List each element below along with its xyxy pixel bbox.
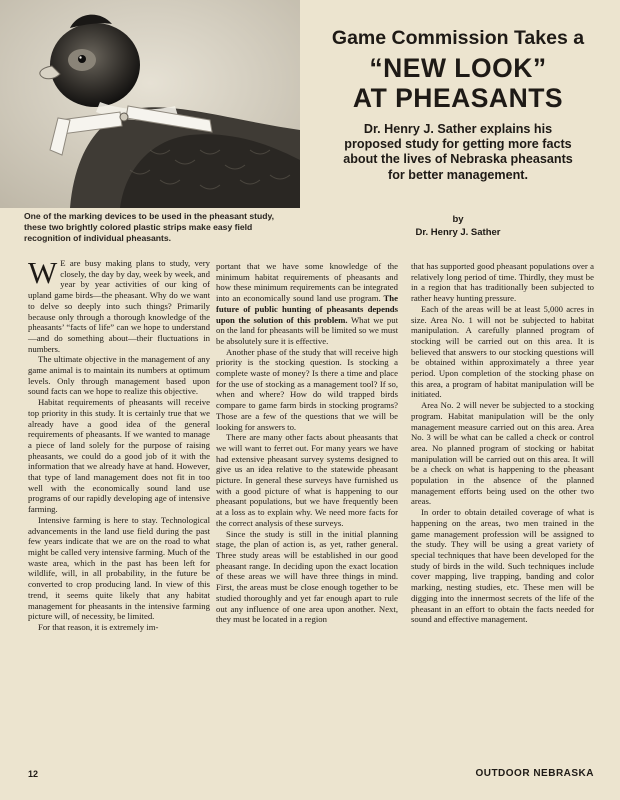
article-paragraph bbox=[411, 304, 594, 400]
article-paragraph bbox=[216, 261, 398, 347]
paragraph-text: Habitat requirements of pheasants will receive top priority in this study. It is certainly true that we already have a good idea of the general requirements of pheasants. If we wanted to manage a piece of land solely for the purpose of raising pheasants, we could do a good job of it with the information that we already have at hand. However, that type of land management does not fit in too well with the economically sound land use programs of our rapidly developing age of intensive farming. bbox=[28, 397, 210, 515]
article-paragraph bbox=[411, 400, 594, 507]
magazine-name: OUTDOOR NEBRASKA bbox=[475, 768, 594, 779]
article-paragraph bbox=[216, 347, 398, 433]
article-paragraph bbox=[216, 432, 398, 528]
article-paragraph bbox=[28, 354, 210, 397]
article-column-3 bbox=[411, 261, 594, 625]
article-paragraph bbox=[411, 507, 594, 625]
article-paragraph bbox=[28, 255, 210, 354]
paragraph-text: E are busy making plans to study, very closely, the day by day, week by week, and year by year activities of our king of upland game birds—the pheasant. Why do we want to delve so deeply into such things? Primarily because only through a thorough knowledge of the pheasants’ “facts of life” can we hope to understand—and do something about—their fluctuations in numbers. bbox=[28, 258, 210, 354]
article-paragraph bbox=[216, 529, 398, 625]
paragraph-text: There are many other facts about pheasants that we will want to ferret out. For many years we have had extensive pheasant survey systems designed to give us an idea relative to the statewide pheasant picture. In general these surveys have furnished us with a good picture of what is happening to our pheasant populations, but we have frequently been at a loss as to explain why. We need more facts for the correct analysis of these surveys. bbox=[216, 432, 398, 528]
paragraph-text: What we put on the land for pheasants will be limited so we must be absolutely sure it is effective. bbox=[216, 314, 399, 346]
headline-kicker: Game Commission Takes a bbox=[331, 27, 585, 49]
paragraph-text: portant that we have some knowledge of the minimum habitat requirements of pheasants and how these minimum requirements can be integrated into an economically sound land use program. bbox=[216, 261, 398, 304]
paragraph-text: Another phase of the study that will receive high priority is the stocking question. Is stocking a complete waste of money? Is there a time and place for the use of stocking as a management tool? If so, when and where? How do wild trapped birds compare to game farm birds in stocking programs? Those are a few of the questions that we will be looking for answers to. bbox=[216, 346, 398, 432]
byline bbox=[336, 213, 580, 239]
article-column-1 bbox=[28, 255, 210, 633]
article-paragraph bbox=[28, 515, 210, 622]
paragraph-text: Since the study is still in the initial planning stage, the plan of action is, as yet, rather general. Three study areas will be established in our good pheasant range. In deciding upon the exact location of these areas we will have three things in mind. First, the areas must be close enough together to be studied thoroughly and yet far enough apart to rule out any influence of one area upon another. Next, they must be located in a region bbox=[216, 528, 398, 625]
paragraph-text: Intensive farming is here to stay. Technological advancements in the land use field during the past few years indicate that we are on the road to what might be called very intensive farming. Much of the waste area, which in the past has been left for wildlife, will, in all probability, in the future be converted to crop producing land. In view of this trend, it seems quite likely that any habitat management for pheasants in the intensive farming picture will, of necessity, be limited. bbox=[28, 514, 210, 622]
paragraph-text: In order to obtain detailed coverage of what is happening on the areas, two men trained in the game management profession will be assigned to the study. They will be using a great variety of special techniques that have been developed for the study of birds in the wild. Such techniques include cover mapping, live trapping, banding and color marking, nesting studies, etc. These men will be digging into the innermost secrets of the life of the pheasant in an effort to obtain the facts needed for sound and effective management. bbox=[411, 507, 594, 625]
emphasized-text: The future of public hunting of pheasants depends upon the solution of this problem. bbox=[216, 293, 398, 325]
drop-cap: W bbox=[28, 255, 58, 290]
byline-by: by bbox=[452, 214, 464, 225]
article-paragraph bbox=[411, 261, 594, 304]
headline-title-line-1: “NEW LOOK” bbox=[369, 53, 547, 83]
paragraph-text: Each of the areas will be at least 5,000 acres in size. Area No. 1 will not be subjected to habitat manipulation. A carefully planned program of stocking will be carried out on this area. It is believed that answers to our stocking questions will be obtained within approximately a three year period. Upon completion of the stocking phase on this area, a program of habitat manipulation will be initiated. bbox=[411, 303, 594, 400]
article-paragraph bbox=[28, 622, 210, 633]
paragraph-text: that has supported good pheasant populations over a relatively long period of time. Thirdly, they must be in a region that has traditionally been subjected to rather heavy hunting pressure. bbox=[411, 261, 594, 304]
paragraph-text: For that reason, it is extremely im- bbox=[38, 621, 159, 632]
byline-author: Dr. Henry J. Sather bbox=[415, 227, 501, 238]
page-number: 12 bbox=[28, 769, 39, 779]
pheasant-illustration bbox=[0, 0, 300, 208]
article-column-2 bbox=[216, 261, 398, 625]
article-paragraph bbox=[28, 397, 210, 515]
photo-caption: One of the marking devices to be used in the pheasant study, these two brightly colored plastic strips make easy field recognition of individual pheasants. bbox=[24, 211, 275, 243]
pheasant-photo bbox=[0, 0, 300, 208]
paragraph-text: Area No. 2 will never be subjected to a stocking program. Habitat manipulation will be the only management measure carried out on this area. Area No. 3 will be what can be called a check or control area. No planned program of stocking or habitat manipulation will be carried out on this area. It will be a check on what is happening to the pheasant population in the absence of the planned management efforts being used on the other two areas. bbox=[411, 400, 594, 507]
paragraph-text: The ultimate objective in the management of any game animal is to maintain its numbers at optimum levels. Only through management based upon sound facts can we hope to realize this objective. bbox=[28, 354, 210, 397]
article-deck: Dr. Henry J. Sather explains his proposed study for getting more facts about the lives of Nebraska pheasants for better management. bbox=[343, 122, 573, 182]
headline bbox=[300, 26, 616, 113]
headline-title-line-2: AT PHEASANTS bbox=[352, 83, 564, 113]
